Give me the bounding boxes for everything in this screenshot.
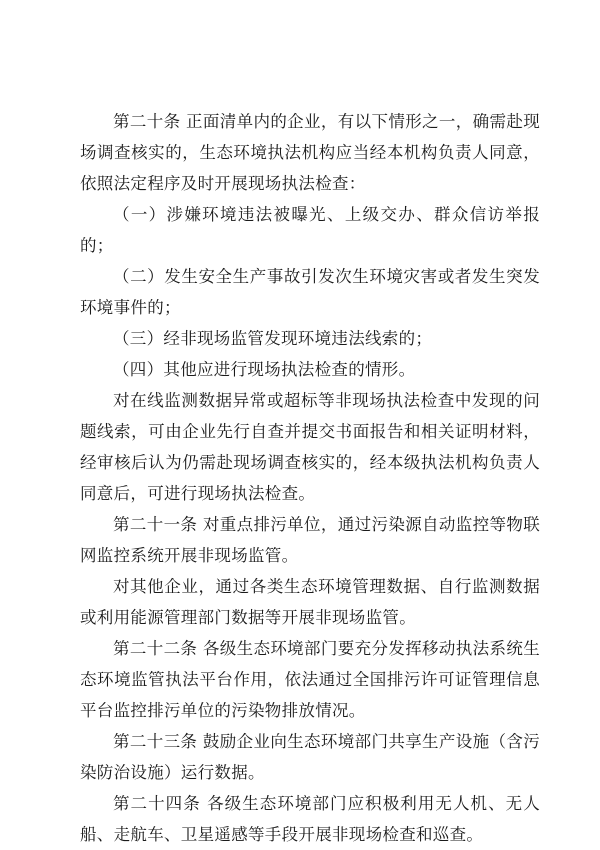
article-22-paragraph: 第二十二条 各级生态环境部门要充分发挥移动执法系统生态环境监管执法平台作用，依法通过全国排污许可证管理信息平台监控排污单位的污染物排放情况。 <box>80 639 540 720</box>
article-24-paragraph: 第二十四条 各级生态环境部门应积极利用无人机、无人船、走航车、卫星遥感等手段开展非现场检查和巡查。 <box>80 794 540 844</box>
article-20-supplement-paragraph: 对在线监测数据异常或超标等非现场执法检查中发现的问题线索，可由企业先行自查并提交书面报告和相关证明材料，经审核后认为仍需赴现场调查核实的，经本级执法机构负责人同意后，可进行现场执法检查。 <box>80 391 540 503</box>
article-20-item-3: （三）经非现场监管发现环境违法线索的； <box>113 329 433 348</box>
article-20-item-4: （四）其他应进行现场执法检查的情形。 <box>113 360 416 379</box>
article-23-paragraph: 第二十三条 鼓励企业向生态环境部门共享生产设施（含污染防治设施）运行数据。 <box>80 732 540 782</box>
article-21-supplement-paragraph: 对其他企业，通过各类生态环境管理数据、自行监测数据或利用能源管理部门数据等开展非现场监管。 <box>80 577 540 627</box>
article-20-item-1: （一）涉嫌环境违法被曝光、上级交办、群众信访举报的； <box>80 205 540 255</box>
document-body <box>80 106 540 850</box>
article-20-paragraph: 第二十条 正面清单内的企业，有以下情形之一，确需赴现场调查核实的，生态环境执法机构应当经本机构负责人同意，依照法定程序及时开展现场执法检查： <box>80 112 540 193</box>
article-20-item-2: （二）发生安全生产事故引发次生环境灾害或者发生突发环境事件的； <box>80 267 540 317</box>
article-21-paragraph: 第二十一条 对重点排污单位，通过污染源自动监控等物联网监控系统开展非现场监管。 <box>80 515 540 565</box>
